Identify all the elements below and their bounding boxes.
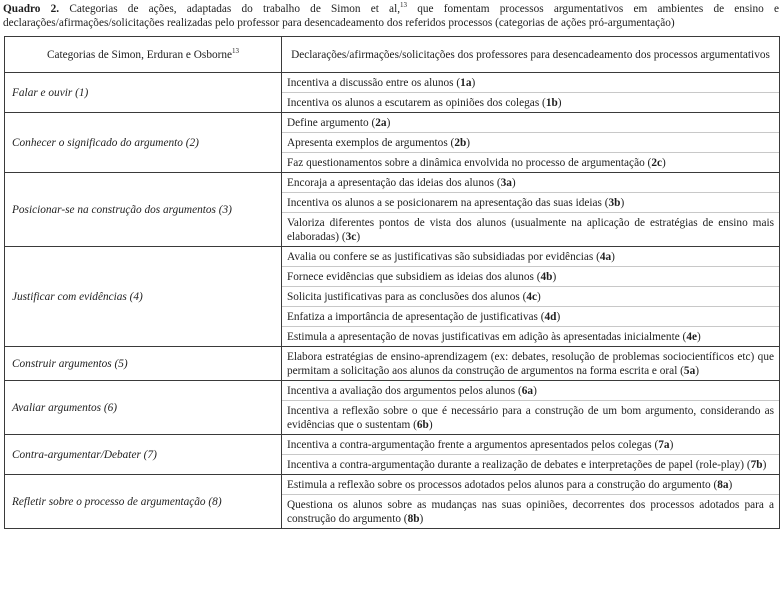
statement-text: Incentiva a reflexão sobre o que é necessário para a construção de um bom argumento, considerando as evidências que o sustentam ( — [287, 405, 774, 431]
statement-close-paren: ) — [620, 197, 625, 209]
statement-item — [282, 435, 779, 454]
statement-code: 7a — [658, 439, 670, 451]
header-categories-reference: 13 — [232, 46, 240, 55]
header-statements: Declarações/afirmações/solicitações dos professores para desencadeamento dos processos argumentativos — [282, 37, 780, 73]
statement-text: Estimula a reflexão sobre os processos adotados pelos alunos para a construção do argumento ( — [287, 479, 718, 491]
statement-text: Encoraja a apresentação das ideias dos alunos ( — [287, 177, 501, 189]
statement-item — [282, 286, 779, 306]
table-row — [5, 475, 780, 529]
statement-item — [282, 132, 779, 152]
category-cell: Posicionar-se na construção dos argumentos (3) — [5, 173, 282, 247]
statement-item — [282, 212, 779, 246]
statements-cell — [282, 381, 780, 435]
statement-item — [282, 192, 779, 212]
statement-close-paren: ) — [728, 479, 733, 491]
category-cell: Avaliar argumentos (6) — [5, 381, 282, 435]
statement-text: Estimula a apresentação de novas justificativas em adição às apresentadas inicialmente ( — [287, 331, 687, 343]
statement-code: 8a — [717, 479, 729, 491]
categories-table — [4, 36, 780, 529]
category-cell: Conhecer o significado do argumento (2) — [5, 113, 282, 173]
statement-text: Enfatiza a importância de apresentação de justificativas ( — [287, 311, 545, 323]
table-row — [5, 173, 780, 247]
table-row — [5, 435, 780, 475]
statement-text: Incentiva os alunos a escutarem as opiniões dos colegas ( — [287, 97, 546, 109]
statement-code: 3b — [608, 197, 621, 209]
statement-item — [282, 73, 779, 92]
table-row — [5, 381, 780, 435]
caption-text-before: Categorias de ações, adaptadas do trabalho de Simon et al, — [59, 3, 401, 15]
statement-text: Valoriza diferentes pontos de vista dos alunos (usualmente na aplicação de estratégias de ensino mais elaboradas) ( — [287, 217, 774, 243]
statements-cell — [282, 113, 780, 173]
statement-item — [282, 173, 779, 192]
statement-item — [282, 266, 779, 286]
statement-text: Incentiva a contra-argumentação durante a realização de debates e interpretações de papel (role-play) ( — [287, 459, 751, 471]
statement-close-paren: ) — [557, 97, 562, 109]
statement-code: 6b — [416, 419, 429, 431]
table-caption — [3, 2, 779, 30]
statement-item — [282, 400, 779, 434]
statements-cell — [282, 173, 780, 247]
statement-code: 2b — [454, 137, 467, 149]
statement-close-paren: ) — [556, 311, 561, 323]
statements-cell — [282, 475, 780, 529]
header-categories — [5, 37, 282, 73]
caption-text-after: que fomentam processos argumentativos em ambientes de ensino e declarações/afirmações/solicitações realizadas pelo professor para desencadeamento dos referidos processos (categorias de ações pró-argumentação) — [3, 3, 779, 29]
statement-close-paren: ) — [696, 331, 701, 343]
statement-close-paren: ) — [356, 231, 361, 243]
caption-reference: 13 — [400, 1, 408, 10]
statement-text: Incentiva a avaliação dos argumentos pelos alunos ( — [287, 385, 522, 397]
statement-item — [282, 92, 779, 112]
statement-code: 4c — [526, 291, 538, 303]
statement-close-paren: ) — [511, 177, 516, 189]
statement-close-paren: ) — [695, 365, 699, 377]
statement-code: 4e — [686, 331, 697, 343]
statement-code: 3c — [345, 231, 357, 243]
statement-code: 4a — [599, 251, 612, 263]
statement-code: 1a — [460, 77, 472, 89]
statement-close-paren: ) — [471, 77, 476, 89]
statement-code: 8b — [407, 513, 420, 525]
category-cell: Justificar com evidências (4) — [5, 247, 282, 347]
statement-close-paren: ) — [662, 157, 666, 169]
statement-code: 4b — [540, 271, 553, 283]
statement-close-paren: ) — [552, 271, 557, 283]
statement-text: Elabora estratégias de ensino-aprendizagem (ex: debates, resolução de problemas sociocientíficos etc) que permitam a solicitação aos alunos da construção de argumentos na forma escrita e oral ( — [287, 351, 774, 377]
statement-code: 2a — [375, 117, 387, 129]
statement-item — [282, 347, 779, 380]
statement-close-paren: ) — [762, 459, 767, 471]
table-header-row — [5, 37, 780, 73]
table-row — [5, 247, 780, 347]
statement-text: Avalia ou confere se as justificativas são subsidiadas por evidências ( — [287, 251, 600, 263]
statement-text: Apresenta exemplos de argumentos ( — [287, 137, 455, 149]
table-row — [5, 113, 780, 173]
category-cell: Refletir sobre o processo de argumentação (8) — [5, 475, 282, 529]
statement-close-paren: ) — [386, 117, 391, 129]
category-cell: Contra-argumentar/Debater (7) — [5, 435, 282, 475]
statement-code: 1b — [545, 97, 558, 109]
statement-code: 2c — [651, 157, 662, 169]
table-row — [5, 347, 780, 381]
statement-item — [282, 381, 779, 400]
statements-cell — [282, 347, 780, 381]
statement-text: Incentiva a discussão entre os alunos ( — [287, 77, 461, 89]
table-row — [5, 73, 780, 113]
statement-text: Incentiva os alunos a se posicionarem na apresentação das suas ideias ( — [287, 197, 609, 209]
statement-code: 4d — [544, 311, 557, 323]
category-cell: Falar e ouvir (1) — [5, 73, 282, 113]
statement-item — [282, 494, 779, 528]
statement-item — [282, 306, 779, 326]
statement-item — [282, 454, 779, 474]
caption-label: Quadro 2. — [3, 3, 60, 15]
statement-close-paren: ) — [533, 385, 537, 397]
statement-close-paren: ) — [537, 291, 541, 303]
statements-cell — [282, 73, 780, 113]
statement-item — [282, 152, 779, 172]
statement-item — [282, 113, 779, 132]
statement-close-paren: ) — [611, 251, 615, 263]
statement-close-paren: ) — [428, 419, 433, 431]
statement-item — [282, 247, 779, 266]
category-cell: Construir argumentos (5) — [5, 347, 282, 381]
statement-text: Solicita justificativas para as conclusões dos alunos ( — [287, 291, 527, 303]
statement-code: 5a — [683, 365, 696, 377]
header-categories-label: Categorias de Simon, Erduran e Osborne — [46, 48, 233, 61]
statement-item — [282, 475, 779, 494]
statement-code: 3a — [500, 177, 512, 189]
statement-text: Define argumento ( — [287, 117, 376, 129]
statement-close-paren: ) — [466, 137, 471, 149]
statement-item — [282, 326, 779, 346]
table-body — [5, 73, 780, 529]
statement-text: Fornece evidências que subsidiem as ideias dos alunos ( — [287, 271, 541, 283]
statement-text: Questiona os alunos sobre as mudanças nas suas opiniões, decorrentes dos processos adotados para a construção do argumento ( — [287, 499, 774, 525]
statement-text: Faz questionamentos sobre a dinâmica envolvida no processo de argumentação ( — [287, 157, 652, 169]
statement-code: 7b — [750, 459, 763, 471]
statements-cell — [282, 247, 780, 347]
statement-close-paren: ) — [669, 439, 674, 451]
statement-code: 6a — [521, 385, 534, 397]
statements-cell — [282, 435, 780, 475]
statement-close-paren: ) — [419, 513, 424, 525]
statement-text: Incentiva a contra-argumentação frente a argumentos apresentados pelos colegas ( — [287, 439, 659, 451]
